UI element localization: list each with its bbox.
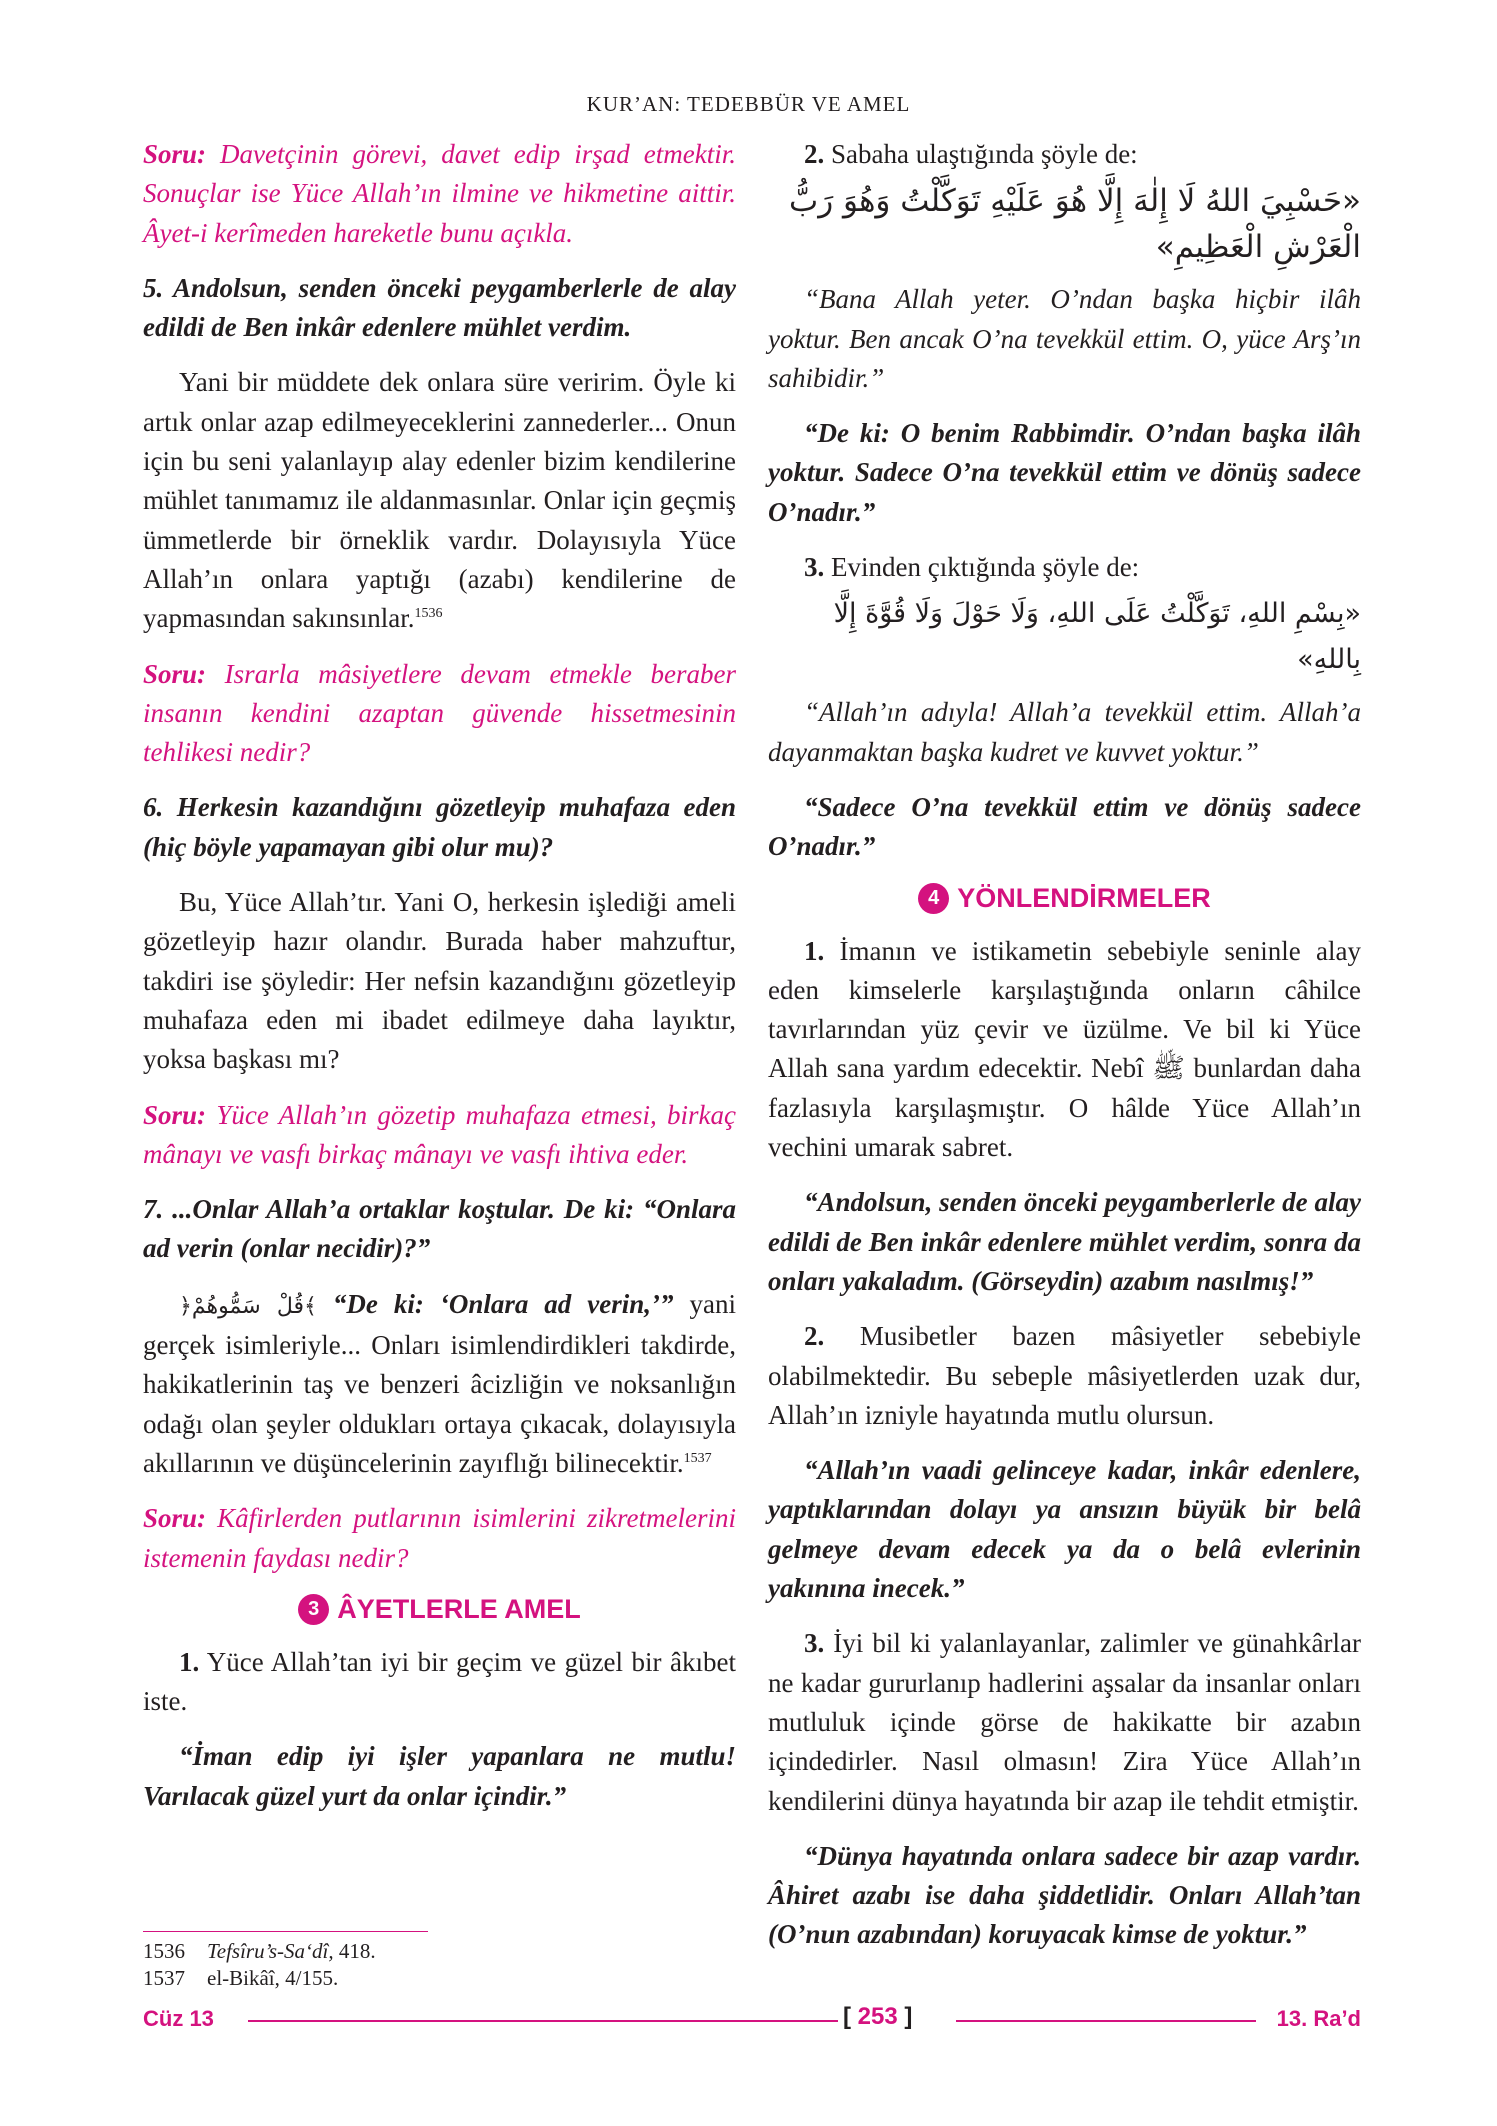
question-label: Soru: bbox=[143, 139, 207, 169]
footer-rule-left bbox=[248, 2020, 838, 2022]
item-number: 3. bbox=[804, 552, 825, 583]
amel-3-quote: “Sadece O’na tevekkül ettim ve dönüş sadece O’nadır.” bbox=[768, 791, 1361, 862]
footnote-number: 1537 bbox=[143, 1966, 185, 1990]
item-text: Sabaha ulaştığında şöyle de: bbox=[824, 139, 1138, 169]
commentary-text: yani gerçek isimleriyle... Onları isimlendirdikleri takdirde, hakikatlerinin taş ve benzeri âcizliğin ve noksanlığın odağı olan şeyler oldukları ortaya çıkacak, dolayısıyla akıllarının ve düşüncelerinin zayıflığı bilinecektir. bbox=[143, 1288, 736, 1478]
amel-1 bbox=[143, 1643, 736, 1722]
item-number: 3. bbox=[804, 1628, 825, 1659]
arabic-dua-2: «بِسْمِ اللهِ، تَوَكَّلْتُ عَلَى اللهِ، وَلَا حَوْلَ وَلَا قُوَّةَ إِلَّا بِاللهِ» bbox=[833, 598, 1361, 676]
footnote-number: 1536 bbox=[143, 1939, 185, 1963]
page-number-value: 253 bbox=[857, 2003, 898, 2030]
footnote-ref: 418. bbox=[333, 1939, 376, 1963]
item-number: 2. bbox=[804, 139, 825, 169]
item-text: Yüce Allah’tan iyi bir geçim ve güzel bir âkıbet iste. bbox=[143, 1646, 736, 1717]
footnotes bbox=[143, 1938, 736, 1992]
item-text: Musibetler bazen mâsiyetler sebebiyle olabilmektedir. Bu sebeple mâsiyetlerden uzak dur, Allah’ın izniyle hayatında mutlu olursun. bbox=[768, 1321, 1361, 1430]
question-4 bbox=[143, 1499, 736, 1578]
page-footer bbox=[143, 2003, 1361, 2036]
question-text: Yüce Allah’ın gözetip muhafaza etmesi, birkaç mânayı ve vasfı birkaç mânayı ve vasfı ihtiva eder. bbox=[143, 1099, 736, 1169]
item-text: İmanın ve istikametin sebebiyle seninle alay eden kimselerle karşılaştığında onların câhilce tavırlarından yüz çevir ve üzülme. Ve bil ki Yüce Allah sana yardım edecektir. Nebî ﷺ bunlardan daha fazlasıyla karşılaşmıştır. O hâlde Yüce Allah’ın vechini umarak sabret. bbox=[768, 935, 1361, 1163]
guidance-3 bbox=[768, 1624, 1361, 1820]
footnote-text bbox=[207, 1938, 376, 1965]
section-title: YÖNLENDİRMELER bbox=[957, 882, 1211, 913]
left-column bbox=[143, 135, 736, 1832]
arabic-inline: ﴿قُلْ سَمُّوهُمْ﴾ bbox=[179, 1293, 317, 1319]
dua-1-translation: “Bana Allah yeter. O’ndan başka hiçbir ilâh yoktur. Ben ancak O’na tevekkül ettim. O, yüce Arş’ın sahibidir.” bbox=[768, 284, 1361, 393]
section-number-badge: 3 bbox=[298, 1594, 329, 1625]
footer-juz: Cüz 13 bbox=[143, 2006, 214, 2031]
footnote-ref-1536[interactable]: 1536 bbox=[414, 606, 443, 622]
arabic-dua-1: «حَسْبِيَ اللهُ لَا إِلٰهَ إِلَّا هُوَ عَلَيْهِ تَوَكَّلْتُ وَهُوَ رَبُّ الْعَرْشِ الْعَظِيمِ» bbox=[789, 183, 1361, 266]
question-label: Soru: bbox=[143, 658, 207, 689]
footnote-text bbox=[207, 1965, 338, 1992]
verse-5: 5. Andolsun, senden önceki peygamberlerle de alay edildi de Ben inkâr edenlere mühlet verdim. bbox=[143, 272, 736, 343]
amel-2-quote: “De ki: O benim Rabbimdir. O’ndan başka ilâh yoktur. Sadece O’na tevekkül ettim ve dönüş sadece O’nadır.” bbox=[768, 418, 1361, 527]
page-number: [ 253 ] bbox=[843, 2003, 913, 2030]
question-label: Soru: bbox=[143, 1099, 207, 1130]
commentary-text: Yani bir müddete dek onlara süre veririm. Öyle ki artık onlar azap edilmeyeceklerini zannederler... Onun için bu seni yalanlayıp alay edenler bizim kendilerine mühlet tanımamız ile aldanmasınlar. Onlar için geçmiş ümmetlerde bir örneklik vardır. Dolayısıyla Yüce Allah’ın onlara yaptığı (azabı) kendilerine de yapmasından sakınsınlar. bbox=[143, 367, 736, 634]
item-number: 1. bbox=[804, 935, 825, 966]
guidance-2-quote: “Allah’ın vaadi gelinceye kadar, inkâr edenlere, yaptıklarından dolayı ya ansızın büyük bir belâ gelmeye devam edecek ya da o belâ evlerinin yakınına inecek.” bbox=[768, 1455, 1361, 1604]
verse-6: 6. Herkesin kazandığını gözetleyip muhafaza eden (hiç böyle yapamayan gibi olur mu)? bbox=[143, 792, 736, 862]
section-heading-3 bbox=[143, 1594, 736, 1625]
question-2 bbox=[143, 655, 736, 773]
commentary-7 bbox=[143, 1285, 736, 1483]
question-3 bbox=[143, 1096, 736, 1175]
footer-surah: 13. Ra’d bbox=[1276, 2006, 1361, 2031]
footnote-source: Tefsîru’s-Sa‘dî, bbox=[207, 1939, 334, 1963]
section-number-badge: 4 bbox=[918, 883, 949, 914]
section-heading-4 bbox=[768, 883, 1361, 914]
footnote-ref: el-Bikâî, 4/155. bbox=[207, 1966, 339, 1990]
commentary-5 bbox=[143, 363, 736, 638]
amel-3 bbox=[768, 548, 1361, 587]
item-number: 1. bbox=[179, 1646, 200, 1677]
commentary-6: Bu, Yüce Allah’tır. Yani O, herkesin işlediği ameli gözetleyip hazır olandır. Burada haber mahzuftur, takdiri ise şöyledir: Her nefsin kazandığını gözetleyip muhafaza eden mi ibadet edilmeye daha layıktır, yoksa başkası mı? bbox=[143, 887, 736, 1075]
guidance-1 bbox=[768, 932, 1361, 1168]
question-label: Soru: bbox=[143, 1503, 207, 1534]
item-text: İyi bil ki yalanlayanlar, zalimler ve günahkârlar ne kadar gururlanıp hadlerini aşsalar da insanlar onları mutluluk içinde görse de hakikatte bir azabın içindedirler. Nasıl olmasın! Zira Yüce Allah’ın kendilerini dünya hayatında bir azap ile tehdit etmiştir. bbox=[768, 1628, 1361, 1816]
footnote-1536 bbox=[143, 1938, 736, 1965]
question-text: Israrla mâsiyetlere devam etmekle beraber insanın kendini azaptan güvende hissetmesinin tehlikesi nedir? bbox=[143, 658, 736, 768]
verse-7: 7. ...Onlar Allah’a ortaklar koştular. De ki: “Onlara ad verin (onlar necidir)?” bbox=[143, 1194, 736, 1264]
right-column bbox=[768, 135, 1361, 1971]
guidance-3-quote: “Dünya hayatında onlara sadece bir azap vardır. Âhiret azabı ise daha şiddetlidir. Onları Allah’tan (O’nun azabından) koruyacak kimse de yoktur.” bbox=[768, 1840, 1361, 1950]
question-text: Davetçinin görevi, davet edip irşad etmektir. Sonuçlar ise Yüce Allah’ın ilmine ve hikmetine aittir. Âyet-i kerîmeden hareketle bunu açıkla. bbox=[143, 139, 736, 248]
item-number: 2. bbox=[804, 1321, 825, 1352]
dua-2-translation: “Allah’ın adıyla! Allah’a tevekkül ettim. Allah’a dayanmaktan başka kudret ve kuvvet yoktur.” bbox=[768, 697, 1361, 767]
item-text: Evinden çıktığında şöyle de: bbox=[824, 552, 1140, 583]
guidance-1-quote: “Andolsun, senden önceki peygamberlerle de alay edildi de Ben inkâr edenlere mühlet verdim, sonra da onları yakaladım. (Görseydin) azabım nasılmış!” bbox=[768, 1187, 1361, 1296]
running-header: KUR’AN: TEDEBBÜR VE AMEL bbox=[586, 92, 911, 116]
section-title: ÂYETLERLE AMEL bbox=[337, 1593, 581, 1624]
amel-1-quote: “İman edip iyi işler yapanlara ne mutlu! Varılacak güzel yurt da onlar içindir.” bbox=[143, 1741, 736, 1811]
footnote-1537 bbox=[143, 1965, 736, 1992]
commentary-quote: “De ki: ‘Onlara ad verin,’” bbox=[316, 1288, 674, 1319]
footnote-divider bbox=[143, 1931, 428, 1932]
question-1 bbox=[143, 135, 736, 253]
footnote-ref-1537[interactable]: 1537 bbox=[683, 1450, 712, 1466]
question-text: Kâfirlerden putlarının isimlerini zikretmelerini istemenin faydası nedir? bbox=[143, 1503, 736, 1573]
guidance-2 bbox=[768, 1317, 1361, 1435]
amel-2 bbox=[768, 135, 1361, 174]
footer-rule-right bbox=[956, 2020, 1256, 2022]
